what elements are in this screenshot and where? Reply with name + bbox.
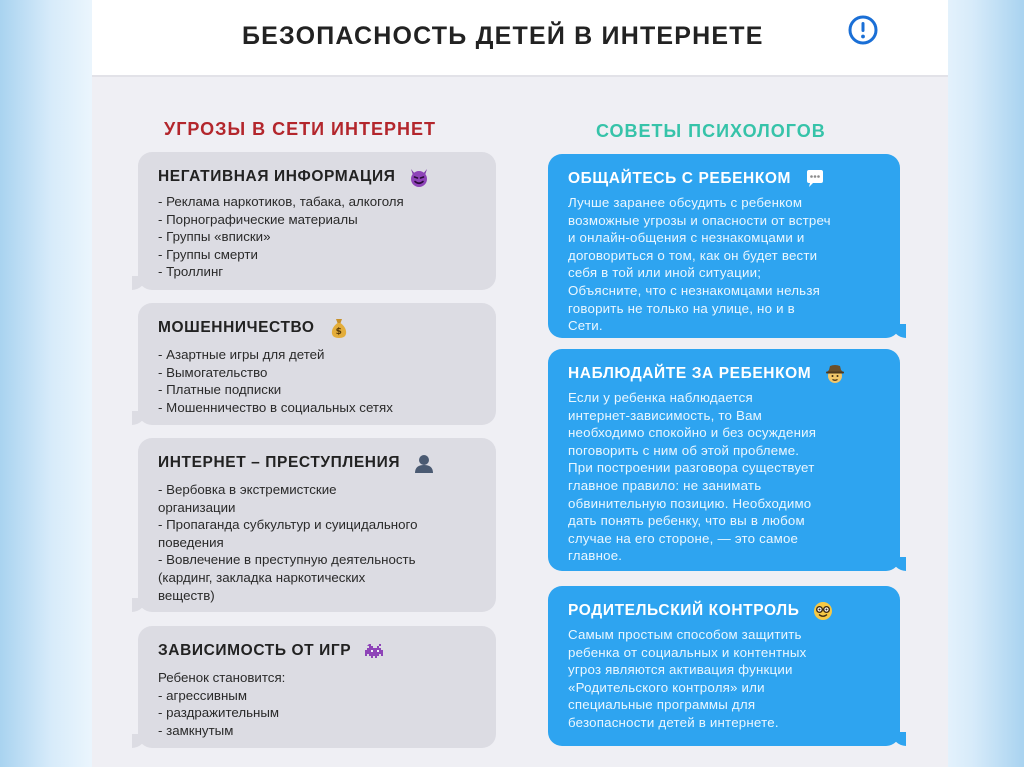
paragraph-line: главное правило: не занимать: [568, 477, 762, 493]
card-body: [158, 669, 480, 739]
card-title-text: РОДИТЕЛЬСКИЙ КОНТРОЛЬ: [568, 602, 800, 620]
exclamation-circle-icon: [847, 14, 879, 46]
bubble-tail: [132, 276, 146, 290]
svg-text:$: $: [335, 327, 342, 337]
paragraph-line: угроз являются активация функции: [568, 662, 793, 678]
space-invader-icon: [364, 640, 386, 662]
card-body: [568, 194, 884, 335]
paragraph-line: необходимо спокойно и без осуждения: [568, 425, 817, 441]
paragraph-line: возможные угрозы и опасности от встреч: [568, 212, 831, 228]
card-body: [568, 389, 884, 565]
list-item: поведения: [158, 534, 224, 550]
list-item: - Вовлечение в преступную деятельность: [158, 552, 416, 568]
advice-heading: СОВЕТЫ ПСИХОЛОГОВ: [596, 121, 826, 141]
paragraph-line: говорить не только на улице, но и в: [568, 300, 795, 316]
list-item: - Азартные игры для детей: [158, 347, 325, 362]
bubble-tail: [132, 598, 146, 612]
card-title: [568, 168, 826, 190]
header: [92, 0, 948, 77]
list-item: - Реклама наркотиков, табака, алкоголя: [158, 194, 404, 209]
paragraph-line: безопасности детей в интернете.: [568, 714, 779, 730]
page-title: БЕЗОПАСНОСТЬ ДЕТЕЙ В ИНТЕРНЕТЕ: [242, 22, 764, 50]
paragraph-line: главное.: [568, 548, 623, 564]
paragraph-line: «Родительского контроля» или: [568, 679, 765, 695]
card-title: [568, 363, 846, 385]
bubble-tail: [892, 324, 906, 338]
paragraph-line: Самым простым способом защитить: [568, 627, 802, 642]
bubble-tail: [892, 557, 906, 571]
paragraph-line: и онлайн-общения с незнакомцами и: [568, 230, 805, 246]
paragraph-line: интернет-зависимость, то Вам: [568, 407, 763, 423]
card-title: [158, 452, 435, 474]
threat-card-gaming: [138, 626, 496, 748]
infographic-sheet: [92, 0, 948, 767]
list-item: - Группы «вписки»: [158, 229, 271, 245]
card-title: [158, 317, 350, 339]
card-title: [568, 600, 834, 622]
nerd-face-icon: [812, 600, 834, 622]
money-bag-icon: [328, 317, 350, 339]
bubble-tail: [132, 411, 146, 425]
smiling-devil-icon: [408, 166, 430, 188]
advice-card-observe: [548, 349, 900, 571]
speech-bubble-icon: [804, 168, 826, 190]
list-item: веществ): [158, 587, 215, 603]
bubble-tail: [892, 732, 906, 746]
paragraph-line: Сети.: [568, 318, 603, 334]
advice-card-communicate: [548, 154, 900, 338]
card-body: [158, 346, 480, 416]
list-item: - Группы смерти: [158, 246, 258, 262]
paragraph-line: специальные программы для: [568, 697, 756, 713]
paragraph-line: поговорить с ним об этой проблеме.: [568, 442, 800, 458]
paragraph-line: Лучше заранее обсудить с ребенком: [568, 195, 803, 210]
threat-card-negative-info: [138, 152, 496, 290]
card-title-text: ЗАВИСИМОСТЬ ОТ ИГР: [158, 642, 352, 660]
list-item: (кардинг, закладка наркотических: [158, 569, 366, 585]
silhouette-icon: [413, 452, 435, 474]
paragraph-line: Если у ребенка наблюдается: [568, 390, 753, 405]
paragraph-line: Объясните, что с незнакомцами нельзя: [568, 282, 821, 298]
paragraph-line: При построении разговора существует: [568, 460, 815, 476]
list-item: - Вымогательство: [158, 364, 268, 380]
card-title-text: ИНТЕРНЕТ – ПРЕСТУПЛЕНИЯ: [158, 454, 401, 472]
list-item: - Троллинг: [158, 264, 224, 280]
card-title-text: НЕГАТИВНАЯ ИНФОРМАЦИЯ: [158, 168, 396, 186]
list-item: организации: [158, 499, 236, 515]
paragraph-line: дать понять ребенку, что вы в любом: [568, 513, 805, 529]
paragraph-line: ребенка от социальных и контентных: [568, 644, 807, 660]
paragraph-line: случае на его стороне, — это самое: [568, 530, 799, 546]
list-item: - Мошенничество в социальных сетях: [158, 399, 393, 415]
card-title: [158, 640, 386, 662]
card-body: [158, 481, 480, 604]
list-item: Ребенок становится:: [158, 670, 286, 685]
list-item: - замкнутым: [158, 722, 234, 738]
card-title-text: МОШЕННИЧЕСТВО: [158, 319, 315, 337]
advice-card-parental-control: [548, 586, 900, 746]
threat-card-cybercrime: [138, 438, 496, 612]
card-title-text: ОБЩАЙТЕСЬ С РЕБЕНКОМ: [568, 170, 792, 188]
card-title-text: НАБЛЮДАЙТЕ ЗА РЕБЕНКОМ: [568, 365, 812, 383]
paragraph-line: договориться о том, как он будет вести: [568, 247, 818, 263]
list-item: - раздражительным: [158, 705, 280, 721]
paragraph-line: обвинительную позицию. Необходимо: [568, 495, 812, 511]
card-body: [158, 193, 480, 281]
list-item: - Порнографические материалы: [158, 211, 358, 227]
card-body: [568, 626, 884, 732]
list-item: - Платные подписки: [158, 382, 282, 398]
threats-heading: УГРОЗЫ В СЕТИ ИНТЕРНЕТ: [164, 119, 436, 139]
threat-card-fraud: [138, 303, 496, 425]
list-item: - агрессивным: [158, 687, 247, 703]
bubble-tail: [132, 734, 146, 748]
list-item: - Вербовка в экстремистские: [158, 482, 337, 497]
list-item: - Пропаганда субкультур и суицидального: [158, 517, 418, 533]
paragraph-line: себя в той или иной ситуации;: [568, 265, 762, 281]
card-title: [158, 166, 430, 188]
detective-icon: [824, 363, 846, 385]
